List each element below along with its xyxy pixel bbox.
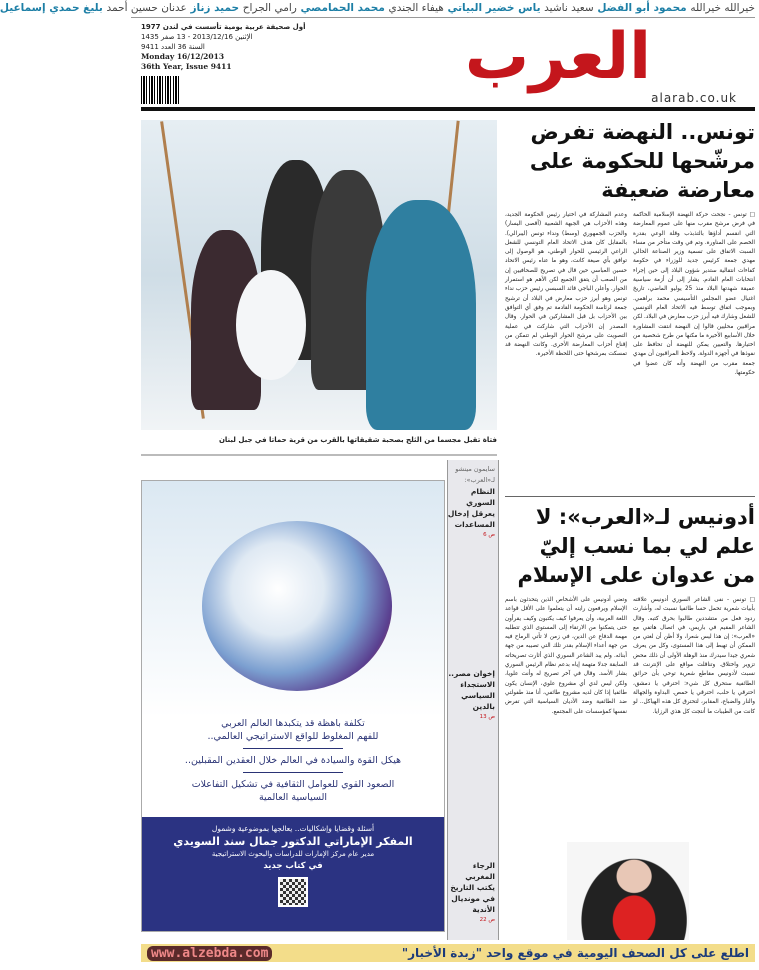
ad-intro: أسئلة وقضايا وإشكاليات.. يعالجها بموضوعية وشمول [211, 824, 375, 833]
teaser-title: إخوان مصر.. الاستجداء السياسي بالدين [448, 669, 495, 711]
ad-line: الصعود القوي للعوامل الثقافية في تشكيل التفاعلات [191, 779, 395, 790]
columnist-name: خيرالله خيرالله [690, 2, 755, 14]
masthead-rule [141, 107, 755, 111]
banner-text: اطلع على كل الصحف اليومية في موقع واحد "زبدة الأخبار" [401, 946, 749, 960]
article-tunisia-col2: وعدم المشاركة في اختيار رئيس الحكومة الجديد، وهذه الأحزاب هي الجبهة الشعبية (أقصى اليسار) والحزب الجمهوري (وسط) ونداء تونس (ليبرالي). بالمقابل كان هدف الاتحاد العام التونسي للشغل الراعي الرئيسي للحوار الوطني، هو الوصول إلى توافق بأي صيغة كانت، وهو ما عناه رئيس الاتحاد حسين العباسي حين قال في تصريح للصحافيين إن من الصعب أن يتفق الجميع لكن الأهم هو استمرار الحوار. وأعلن الباجي قائد السبسي رئيس حزب نداء تونس وهو أبرز حزب معارض في البلاد أن ترشيح جمعة لرئاسة الحكومة القادمة تم وفق أي التوافق بين الأحزاب بل قبل المشاركين في الحوار. وقال المصدر إن الأحزاب التي شاركت في عملية التصويت على مرشح الحوار الوطني لم تتمكن من إقناع أحزاب المعارضة الأخرى. وكانت النهضة قد تمسكت بمرشحها حتى اللحظة الأخيرة. [505, 212, 627, 358]
issue-english: 36th Year, Issue 9411 [141, 62, 232, 71]
banner-url[interactable]: www.alzebda.com [147, 946, 272, 961]
qr-code[interactable] [278, 877, 308, 907]
columnist-name: ياس خضير البياتي [447, 2, 541, 14]
teaser-title: النظام السوري يعرقل إدخال المساعدات [447, 487, 495, 529]
divider [505, 496, 755, 497]
teaser-item[interactable] [447, 860, 495, 926]
article-adonis-col2: وتعني أدونيس على الأشخاص الذين يتحدثون باسم الإسلام ويرفعون رايته أن يتعلموا على الأقل قواعد اللغة العربية، وأن يعرفوا كيف يكتبون وكيف يقرأون حتى يتمكنوا من الارتقاء إلى المستوى الذي تتطلبه مهمة الدفاع عن الدين، في زمن لا تأتي الرماح فيه من جهة أعداء الإسلام بقدر تلك التي تصيبه من جهة أبنائه. ولم يبد الشاعر السوري الذي أثارت تصريحاته السابقة جدلا متهمة إياه بدعم نظام الرئيس السوري بشار الأسد. وقال في آخر تصريح له وأنت علويا، ولكن ليس لدي أي مشروع علوي، الإنسان يكون طائفيا إذا كان لديه مشروع طائفي، أنا منذ طفولتي ضد الطائفية وضد الأديان السياسية التي تفرض نفسها كمؤسسات على المجتمع. [505, 597, 627, 715]
date-english: Monday 16/12/2013 [141, 52, 225, 61]
teaser-kicker: سايمون مينشو لـ«العرب»: [455, 465, 495, 484]
teaser-page: ص 6 [483, 532, 495, 538]
teaser-title: الرجاء المغربي يكتب التاريخ في مونديال الأندية [450, 861, 495, 914]
ad-line: للفهم المغلوط للواقع الاستراتيجي العالمي.. [207, 731, 379, 742]
globe-illustration [202, 521, 392, 691]
lead-photo [141, 120, 497, 430]
date-arabic: الإثنين 2013/12/16 - 13 صفر 1435 [141, 33, 253, 41]
teaser-item[interactable] [447, 464, 495, 541]
ad-new-book: في كتاب جديد [263, 861, 323, 871]
columnist-name: حميد زناز [190, 2, 240, 14]
ad-author: المفكر الإماراتي الدكتور جمال سند السويدي [173, 835, 413, 848]
teaser-page: ص 13 [479, 714, 495, 720]
book-advertisement[interactable] [141, 480, 445, 932]
barcode [141, 76, 181, 104]
sidebar-teasers [447, 460, 499, 940]
columnist-name: محمود أبو الفضل [597, 2, 687, 14]
adonis-portrait [567, 842, 689, 940]
headline-tunisia[interactable]: تونس.. النهضة تفرض مرشّحها للحكومة على معارضة ضعيفة [529, 120, 755, 202]
article-tunisia-col1: □ تونس - نجحت حركة النهضة الإسلامية الحاكمة في فرض مرشح مقرب منها على عموم المعارضة التي انقسم أداؤها بالتذبذب وقلة الوعي بقدرة الخصم على المناورة. وتم في وقت متأخر من مساء السبت الاتفاق على تسمية وزير الصناعة الحالي مهدي جمعة كرئيس جديد للوزراء في حكومة كفاءات انتقالية ستدير شؤون البلاد إلى حين إجراء انتخابات العام القادم. يشار إلى أن أزمة سياسية عميقة شهدتها البلاد منذ 25 يوليو الماضي، تاريخ اغتيال عضو المجلس التأسيسي محمد براهمي. وبموجب اتفاق توسط فيه الاتحاد العام التونسي للشغل وشارك فيه أبرز حزب معارض في البلاد. لكن مراقبين محليين قالوا إن النهضة انتقت المشاورة خلال الأسابيع الأخيرة ما مكنها من طرح شخصية من اختيارها. والتعيين يمكن للنهضة أن تحافظ على نفوذها في أجهزة الدولة. ولاحظ المراقبون أن مهدي جمعة مقرب من النهضة وأنه كان عضوا في حكومتها. [633, 212, 755, 377]
ad-line: تكلفة باهظة قد يتكبدها العالم العربي [221, 718, 365, 729]
ad-line: السياسية العالمية [258, 792, 328, 803]
columnist-name: بليغ حمدي إسماعيل [0, 2, 103, 14]
headline-adonis[interactable]: أدونيس لـ«العرب»: لا علم لي بما نسب إليّ من عدوان على الإسلام [517, 505, 755, 587]
teaser-page: ص 22 [479, 917, 495, 923]
newspaper-logo: العرب [464, 20, 652, 94]
article-adonis-col1: □ تونس - نفى الشاعر السوري أدونيس علاقته بأبيات شعرية تحمل حسا طائفيا نسبت له، وأشارت ردود فعل من متشددين طالبوا بحرق كتبه. وقال الشاعر المقيم في باريس، في اتصال هاتفي مع «العرب»: إن هذا ليس شعرا، ولا أظن أن لغتي من الممكن أن تهبط إلى هذا المستوى، وكل من يعرف شعري جيدا سيدرك منذ الوهلة الأولى أن ذلك محض تزوير واختلاق. وتناقلت مواقع على الإنترنت قد نسبت لأدونيس مقاطع شعرية توحي بأن حرائق الطائفية ستحرق كل شيء: احترقي يا دمشق، احترقي يا حلب، احترقي يا حمص. البداوة والجهالة والنار والضباع، المقابر، لتحترق كل هذه الهياكل.. لو كانت من الطيبات ما أنتجت كل هذي الرزايا. [633, 597, 755, 715]
website-url[interactable]: alarab.co.uk [651, 91, 737, 105]
teaser-item[interactable] [447, 668, 495, 723]
issue-arabic: السنة 36 العدد 9411 [141, 43, 205, 51]
ad-navy-panel [142, 817, 444, 931]
tagline: أول صحيفة عربية يومية تأسست في لندن 1977 [141, 23, 306, 31]
ad-line: هيكل القوة والسيادة في العالم خلال العقدين المقبلين.. [184, 755, 402, 766]
columnist-name: هيفاء الجندي [388, 2, 444, 14]
photo-caption: فتاة تقبل مجسما من الثلج بصحبة شقيقاتها بالقرب من قرية حماتا في جبل لبنان [218, 436, 497, 444]
issue-info [141, 22, 341, 72]
article-adonis [505, 503, 755, 838]
promo-banner[interactable] [141, 944, 755, 962]
article-tunisia [505, 118, 755, 490]
columnist-name: عدنان حسين أحمد [106, 2, 187, 14]
divider [141, 454, 497, 456]
columnist-name: محمد الحمامصي [300, 2, 385, 14]
columnist-name: رامي الجراح [242, 2, 297, 14]
ad-author-title: مدير عام مركز الإمارات للدراسات والبحوث الاستراتيجية [211, 850, 375, 858]
columnists-bar [0, 2, 755, 18]
columnist-name: سعيد ناشيد [544, 2, 594, 14]
